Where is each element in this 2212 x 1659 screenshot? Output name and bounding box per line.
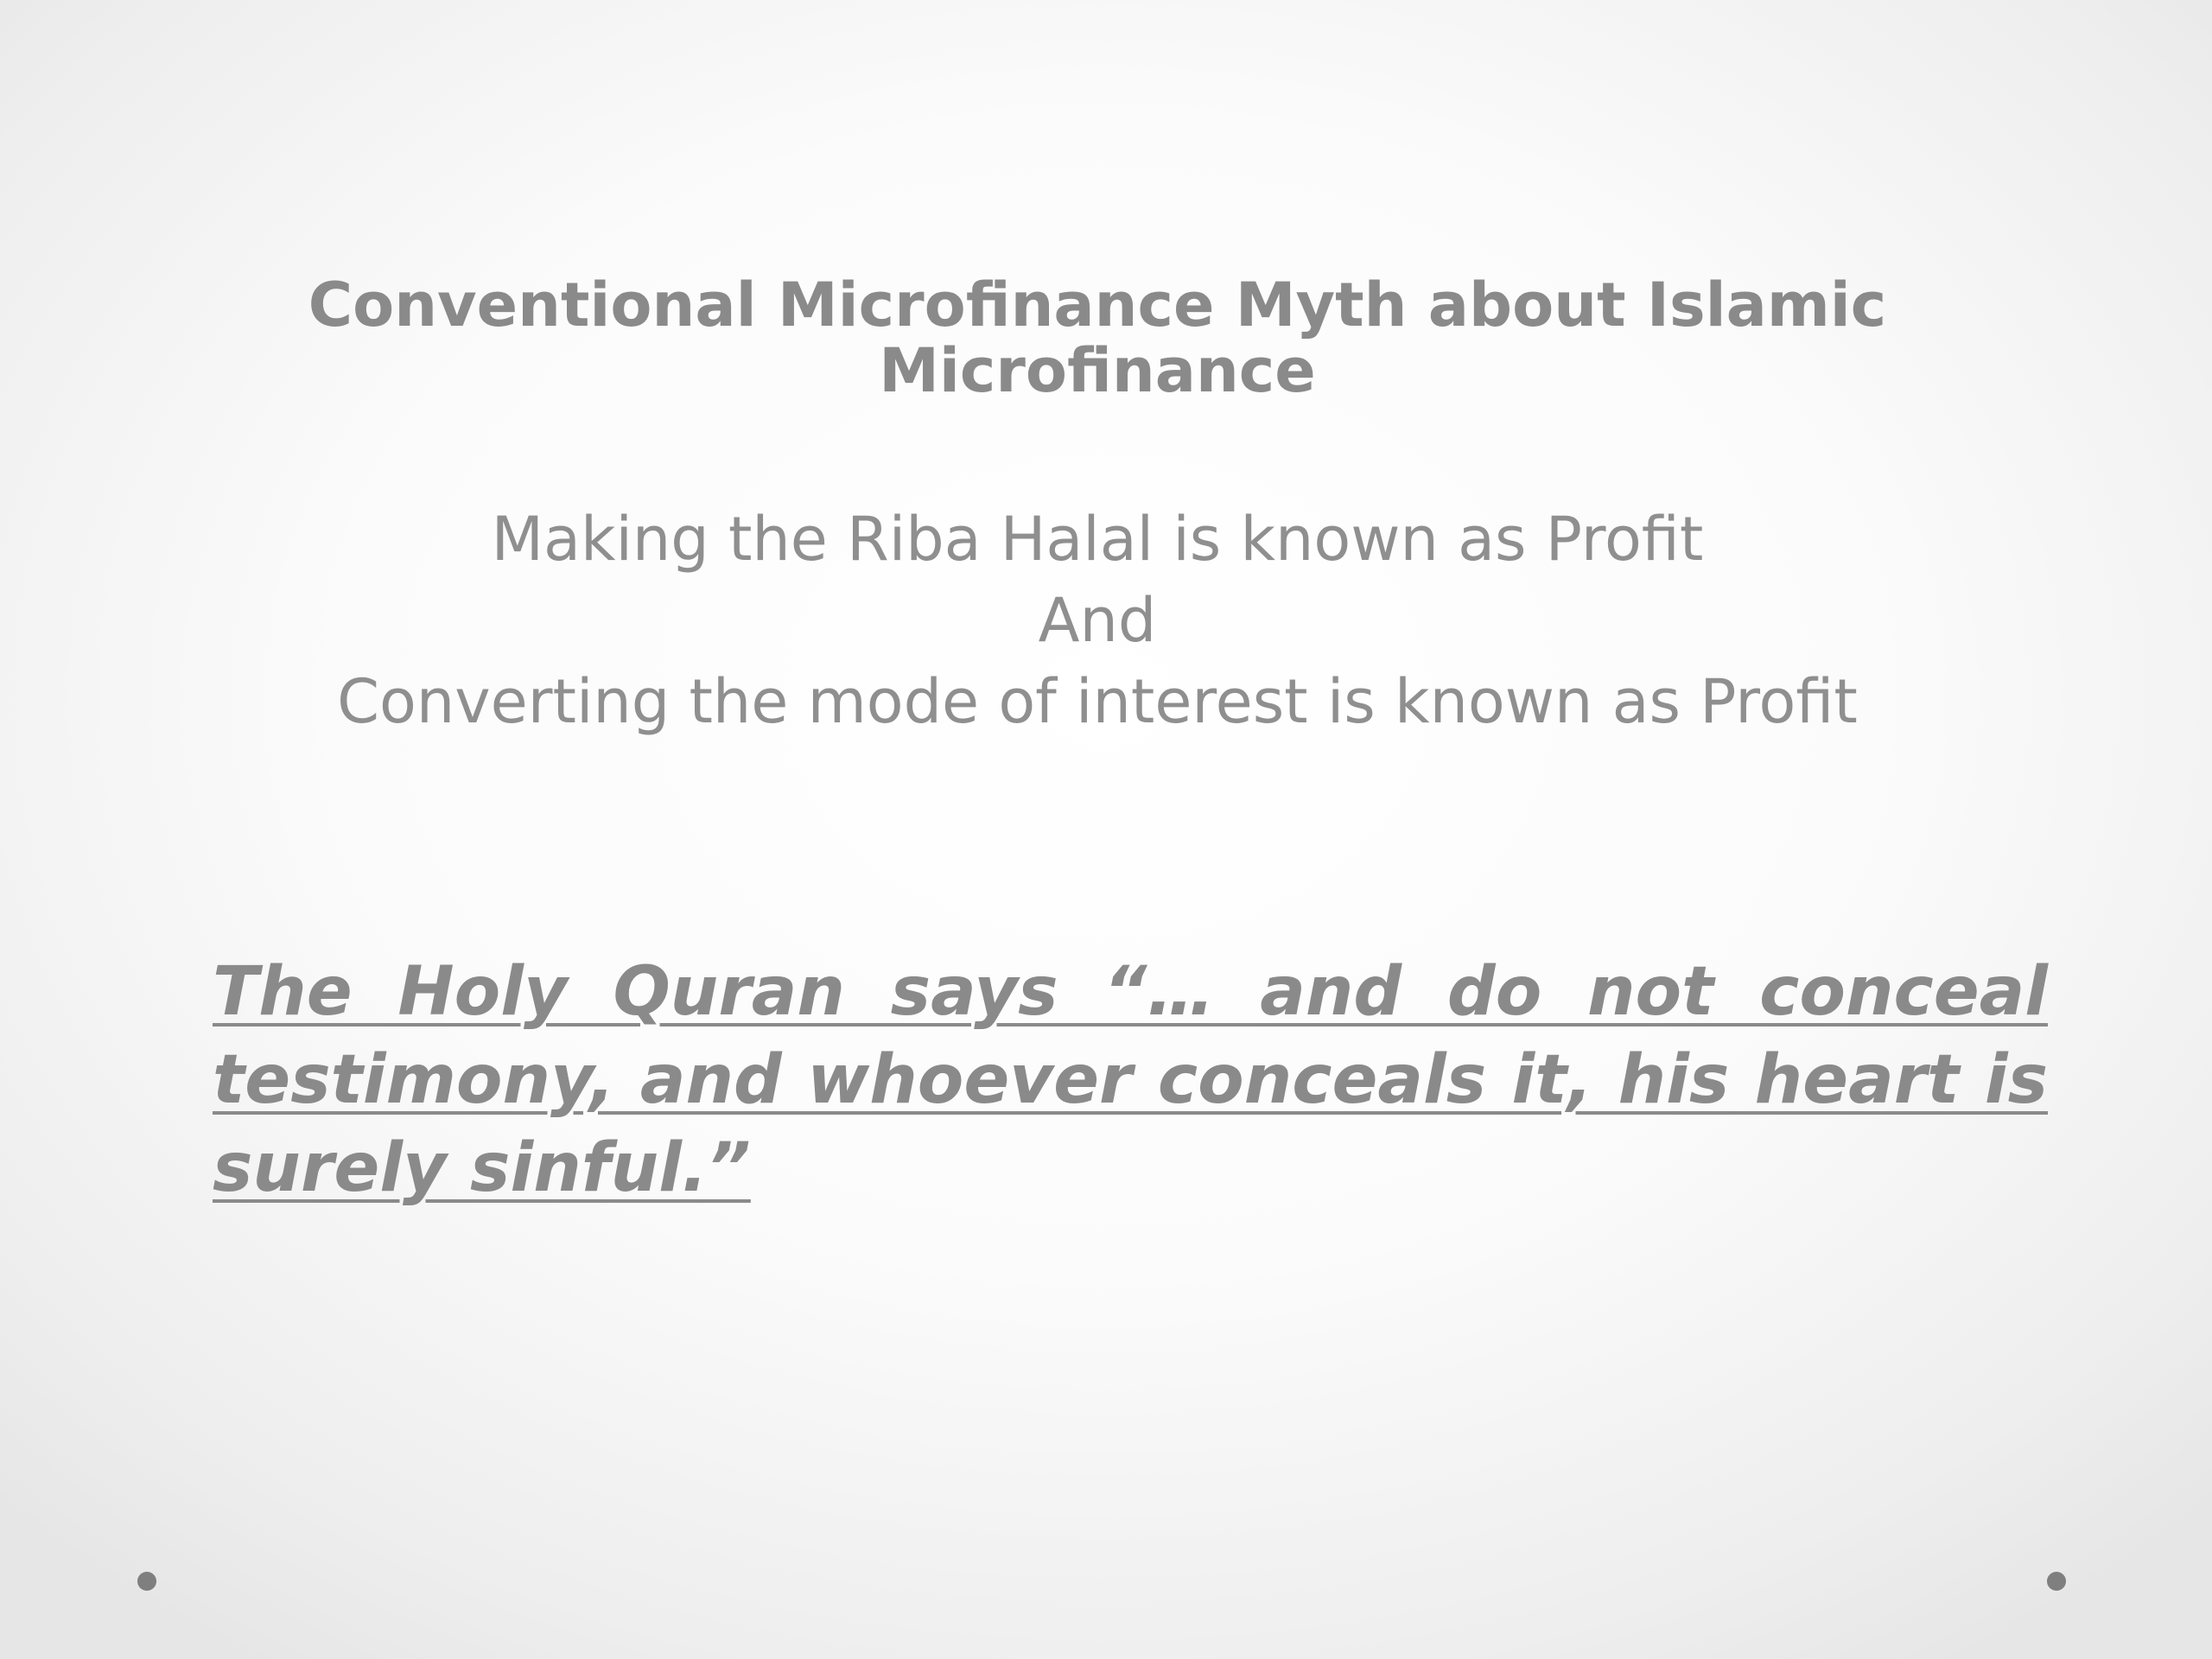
slide-subtitle	[173, 499, 2022, 742]
corner-dot-right	[2047, 1572, 2066, 1591]
subtitle-line-1: Making the Riba Halal is known as Profit	[491, 504, 1704, 575]
quran-quote: The Holy Quran says “… and do not conceal testimony, and whoever conceals it, his heart is surely sinful.”	[213, 953, 2048, 1207]
subtitle-line-2: And	[1038, 585, 1157, 656]
slide-title: Conventional Microfinance Myth about Islamic Microfinance	[308, 270, 1887, 406]
subtitle-line-3: Converting the mode of interest is known as Profit	[337, 666, 1858, 737]
corner-dot-left	[137, 1572, 156, 1591]
